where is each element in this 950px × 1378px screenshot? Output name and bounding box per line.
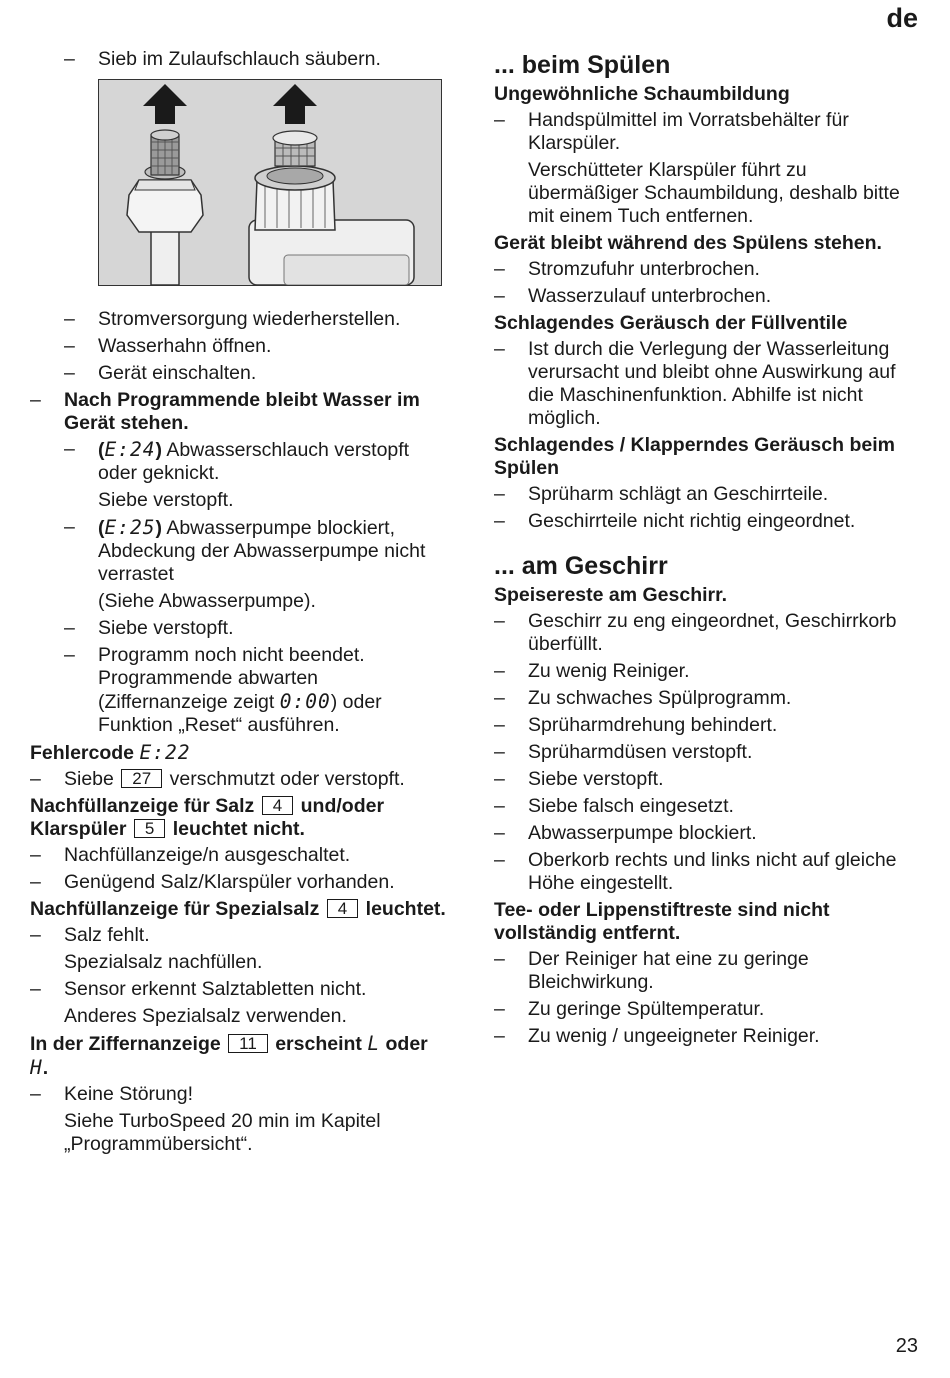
list-item: – Siebe verstopft.	[64, 617, 234, 639]
list-item-continuation: Siebe verstopft.	[98, 489, 234, 511]
error-code: E:24	[104, 438, 156, 461]
list-item: – Programm noch nicht beendet. Programmende abwarten (Ziffernanzeige zeigt 0:00) oder Funktion „Reset“ ausführen.	[64, 644, 382, 736]
list-item: – Salz fehlt.	[30, 924, 150, 946]
hose-filter-illustration	[98, 79, 442, 286]
section-heading-nachfuellanzeige: Nachfüllanzeige für Salz 4 und/oder Klarspüler 5 leuchtet nicht.	[30, 795, 385, 840]
language-tag: de	[886, 3, 918, 33]
display-code: 0:00	[279, 690, 331, 713]
list-item: – Keine Störung!	[30, 1083, 194, 1105]
display-symbol: H	[30, 1056, 43, 1079]
reference-number-box: 11	[228, 1034, 268, 1053]
subheading-klappern: Schlagendes / Klapperndes Geräusch beim Spülen	[494, 434, 895, 479]
list-item: – Stromzufuhr unterbrochen.	[494, 258, 760, 280]
left-column	[30, 48, 450, 1160]
reference-number-box: 5	[134, 819, 165, 838]
section-heading-fehlercode: Fehlercode E:22	[30, 741, 191, 764]
list-item: – Wasserhahn öffnen.	[64, 335, 272, 357]
subheading-fuellventile: Schlagendes Geräusch der Füllventile	[494, 312, 848, 334]
list-item: – Abwasserpumpe blockiert.	[494, 822, 757, 844]
error-code: E:25	[104, 516, 156, 539]
list-item: – Sprüharmdüsen verstopft.	[494, 741, 753, 763]
reference-number-box: 4	[262, 796, 293, 815]
subheading-schaumbildung: Ungewöhnliche Schaumbildung	[494, 83, 790, 105]
right-column	[494, 48, 914, 1052]
section-title-beim-spuelen: ... beim Spülen	[494, 51, 671, 79]
list-item: – Sprüharmdrehung behindert.	[494, 714, 778, 736]
list-item: – Zu wenig Reiniger.	[494, 660, 690, 682]
list-item: – Handspülmittel im Vorratsbehälter für Klarspüler.	[494, 109, 849, 154]
list-item: – Geschirrteile nicht richtig eingeordnet.	[494, 510, 856, 532]
display-symbol: L	[367, 1032, 381, 1055]
reference-number-box: 27	[121, 769, 162, 788]
list-item: – Nachfüllanzeige/n ausgeschaltet.	[30, 844, 351, 866]
list-item: – Sprüharm schlägt an Geschirrteile.	[494, 483, 829, 505]
list-item: – (E:24) Abwasserschlauch verstopft oder geknickt.	[64, 438, 410, 484]
list-item: – Der Reiniger hat eine zu geringe Bleichwirkung.	[494, 948, 809, 993]
list-item: – Wasserzulauf unterbrochen.	[494, 285, 772, 307]
section-heading-spezialsalz: Nachfüllanzeige für Spezialsalz 4 leuchtet.	[30, 898, 446, 920]
subheading-speisereste: Speisereste am Geschirr.	[494, 584, 728, 606]
list-item: – Gerät einschalten.	[64, 362, 257, 384]
list-item: – Geschirr zu eng eingeordnet, Geschirrkorb überfüllt.	[494, 610, 897, 655]
list-item: – Ist durch die Verlegung der Wasserleitung verursacht und bleibt ohne Auswirkung auf die Maschinenfunktion. Abhilfe ist nicht möglich.	[494, 338, 896, 429]
section-title-am-geschirr: ... am Geschirr	[494, 552, 668, 580]
list-item-continuation: (Siehe Abwasserpumpe).	[98, 590, 316, 612]
list-item-continuation: Siehe TurboSpeed 20 min im Kapitel „Programmübersicht“.	[64, 1110, 381, 1155]
subheading-tee-lippenstift: Tee- oder Lippenstiftreste sind nicht vollständig entfernt.	[494, 899, 830, 944]
error-code: E:22	[139, 741, 191, 764]
list-item: – Stromversorgung wiederherstellen.	[64, 308, 401, 330]
list-item-continuation: Verschütteter Klarspüler führt zu übermäßiger Schaumbildung, deshalb bitte mit einem Tuch entfernen.	[528, 159, 900, 227]
list-item: – Zu schwaches Spülprogramm.	[494, 687, 792, 709]
list-item-continuation: Anderes Spezialsalz verwenden.	[64, 1005, 347, 1027]
list-item: – (E:25) Abwasserpumpe blockiert, Abdeckung der Abwasserpumpe nicht verrastet	[64, 516, 426, 585]
reference-number-box: 4	[327, 899, 358, 918]
list-item: – Sensor erkennt Salztabletten nicht.	[30, 978, 367, 1000]
list-item: – Siebe falsch eingesetzt.	[494, 795, 734, 817]
list-item: – Oberkorb rechts und links nicht auf gleiche Höhe eingestellt.	[494, 849, 897, 894]
list-heading-nach-programmende: – Nach Programmende bleibt Wasser im Gerät stehen.	[30, 389, 420, 434]
list-item: – Genügend Salz/Klarspüler vorhanden.	[30, 871, 395, 893]
section-heading-ziffernanzeige: In der Ziffernanzeige 11 erscheint L oder H.	[30, 1032, 428, 1079]
list-item-continuation: Spezialsalz nachfüllen.	[64, 951, 263, 973]
subheading-geraet-stehen: Gerät bleibt während des Spülens stehen.	[494, 232, 882, 254]
list-item: – Zu geringe Spültemperatur.	[494, 998, 765, 1020]
list-item: – Siebe verstopft.	[494, 768, 664, 790]
list-item: – Sieb im Zulaufschlauch säubern.	[64, 48, 381, 70]
list-item: – Zu wenig / ungeeigneter Reiniger.	[494, 1025, 820, 1047]
list-item: – Siebe 27 verschmutzt oder verstopft.	[30, 768, 405, 790]
page-number: 23	[895, 1335, 918, 1357]
